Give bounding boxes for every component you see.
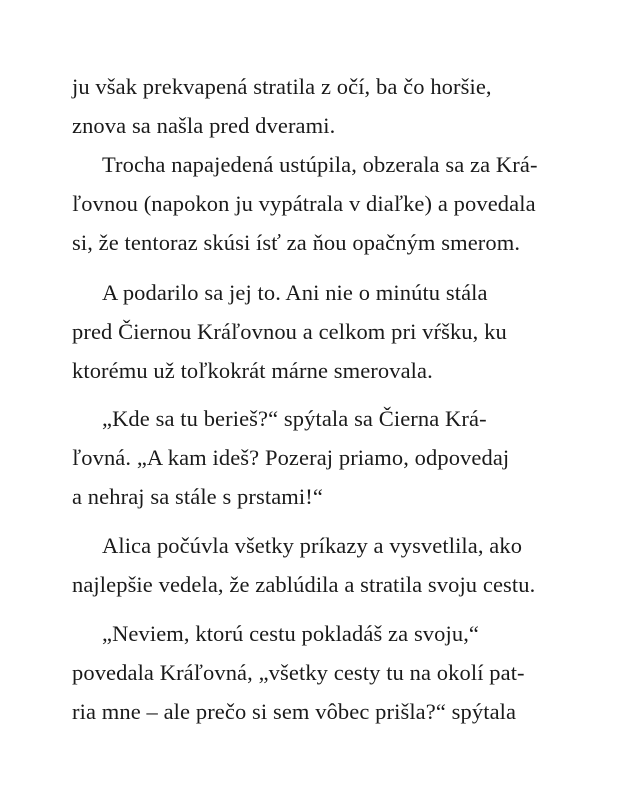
paragraph-first-line: Alica počúvla všetky príkazy a vysvetlila, ako [102, 533, 523, 558]
paragraph-first-line: Trocha napajedená ustúpila, obzerala sa za Krá- [102, 152, 538, 177]
text-line: si, že tentoraz skúsi ísť za ňou opačným smerom. [72, 230, 521, 255]
text-line: povedala Kráľovná, „všetky cesty tu na okolí pat- [72, 660, 525, 685]
paragraph-first-line: „Kde sa tu berieš?“ spýtala sa Čierna Krá- [102, 406, 487, 431]
text-line: ju však prekvapená stratila z očí, ba čo horšie, [72, 74, 492, 99]
text-line: a nehraj sa stále s prstami!“ [72, 484, 323, 509]
text-line: ľovnou (napokon ju vypátrala v diaľke) a povedala [72, 191, 536, 216]
paragraph-first-line: A podarilo sa jej to. Ani nie o minútu stála [102, 280, 488, 305]
text-line: ľovná. „A kam ideš? Pozeraj priamo, odpovedaj [72, 445, 510, 470]
text-line: ktorému už toľkokrát márne smerovala. [72, 358, 433, 383]
text-line: pred Čiernou Kráľovnou a celkom pri vŕšku, ku [72, 319, 507, 344]
text-line: najlepšie vedela, že zablúdila a stratila svoju cestu. [72, 572, 536, 597]
text-line: ria mne – ale prečo si sem vôbec prišla?“ spýtala [72, 699, 517, 724]
paragraph-first-line: „Neviem, ktorú cestu pokladáš za svoju,“ [102, 621, 480, 646]
text-line: znova sa našla pred dverami. [72, 113, 336, 138]
